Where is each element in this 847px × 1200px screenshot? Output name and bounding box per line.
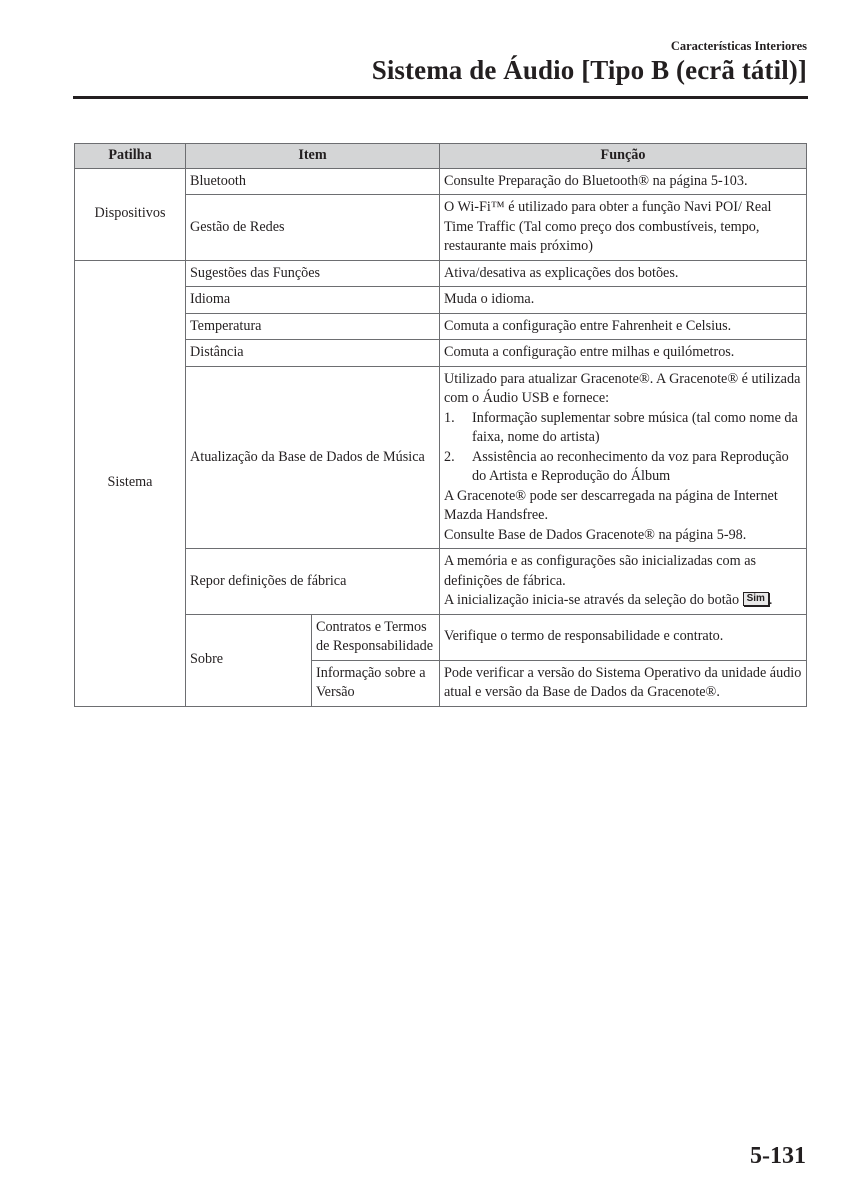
item-cell: Distância bbox=[186, 340, 440, 367]
gracenote-intro: Utilizado para atualizar Gracenote®. A Gracenote® é utilizada com o Áudio USB e fornece: bbox=[444, 370, 801, 406]
list-item bbox=[444, 409, 802, 448]
column-header-funcao: Função bbox=[440, 144, 807, 169]
function-cell: Consulte Preparação do Bluetooth® na página 5-103. bbox=[440, 168, 807, 195]
column-header-patilha: Patilha bbox=[75, 144, 186, 169]
list-text: Assistência ao reconhecimento da voz para Reprodução do Artista e Reprodução do Álbum bbox=[472, 448, 789, 484]
subitem-cell: Informação sobre a Versão bbox=[312, 660, 440, 706]
item-cell: Repor definições de fábrica bbox=[186, 549, 440, 615]
list-number: 2. bbox=[444, 448, 455, 465]
column-header-item: Item bbox=[186, 144, 440, 169]
sim-button-icon: Sim bbox=[743, 592, 769, 606]
list-number: 1. bbox=[444, 409, 455, 426]
gracenote-reference: Consulte Base de Dados Gracenote® na página 5-98. bbox=[444, 526, 747, 543]
list-item bbox=[444, 448, 802, 487]
function-cell bbox=[440, 366, 807, 549]
reset-description: A memória e as configurações são inicializadas com as definições de fábrica. bbox=[444, 553, 757, 589]
item-cell: Gestão de Redes bbox=[186, 195, 440, 261]
function-cell: Verifique o termo de responsabilidade e contrato. bbox=[440, 614, 807, 660]
page-number: 5-131 bbox=[750, 1143, 806, 1169]
function-cell: Pode verificar a versão do Sistema Operativo da unidade áudio atual e versão da Base de Dados da Gracenote®. bbox=[440, 660, 807, 706]
item-cell: Idioma bbox=[186, 287, 440, 314]
item-cell: Sobre bbox=[186, 614, 312, 706]
function-cell: Comuta a configuração entre Fahrenheit e Celsius. bbox=[440, 313, 807, 340]
function-cell: O Wi-Fi™ é utilizado para obter a função Navi POI/ Real Time Traffic (Tal como preço dos combustíveis, tempo, restaurante mais próximo) bbox=[440, 195, 807, 261]
page-title: Sistema de Áudio [Tipo B (ecrã tátil)] bbox=[371, 55, 807, 85]
item-cell: Temperatura bbox=[186, 313, 440, 340]
item-cell: Sugestões das Funções bbox=[186, 260, 440, 287]
reset-instruction-text: A inicialização inicia-se através da seleção do botão bbox=[444, 592, 740, 608]
table-header-row bbox=[75, 144, 807, 169]
gracenote-download-note: A Gracenote® pode ser descarregada na página de Internet Mazda Handsfree. bbox=[444, 487, 778, 523]
settings-table bbox=[74, 143, 807, 707]
subitem-cell: Contratos e Termos de Responsabilidade bbox=[312, 614, 440, 660]
table-row bbox=[75, 260, 807, 287]
tab-cell-sistema: Sistema bbox=[75, 260, 186, 706]
reset-period: . bbox=[768, 592, 773, 608]
function-cell: Ativa/desativa as explicações dos botões. bbox=[440, 260, 807, 287]
reset-instruction bbox=[444, 591, 802, 611]
list-text: Informação suplementar sobre música (tal como nome da faixa, nome do artista) bbox=[472, 409, 798, 445]
function-cell bbox=[440, 549, 807, 615]
function-cell: Comuta a configuração entre milhas e quilómetros. bbox=[440, 340, 807, 367]
title-rule bbox=[73, 96, 808, 99]
table-row bbox=[75, 168, 807, 195]
item-cell: Bluetooth bbox=[186, 168, 440, 195]
function-cell: Muda o idioma. bbox=[440, 287, 807, 314]
tab-cell-dispositivos: Dispositivos bbox=[75, 168, 186, 260]
section-heading: Características Interiores bbox=[670, 39, 807, 53]
item-cell: Atualização da Base de Dados de Música bbox=[186, 366, 440, 549]
